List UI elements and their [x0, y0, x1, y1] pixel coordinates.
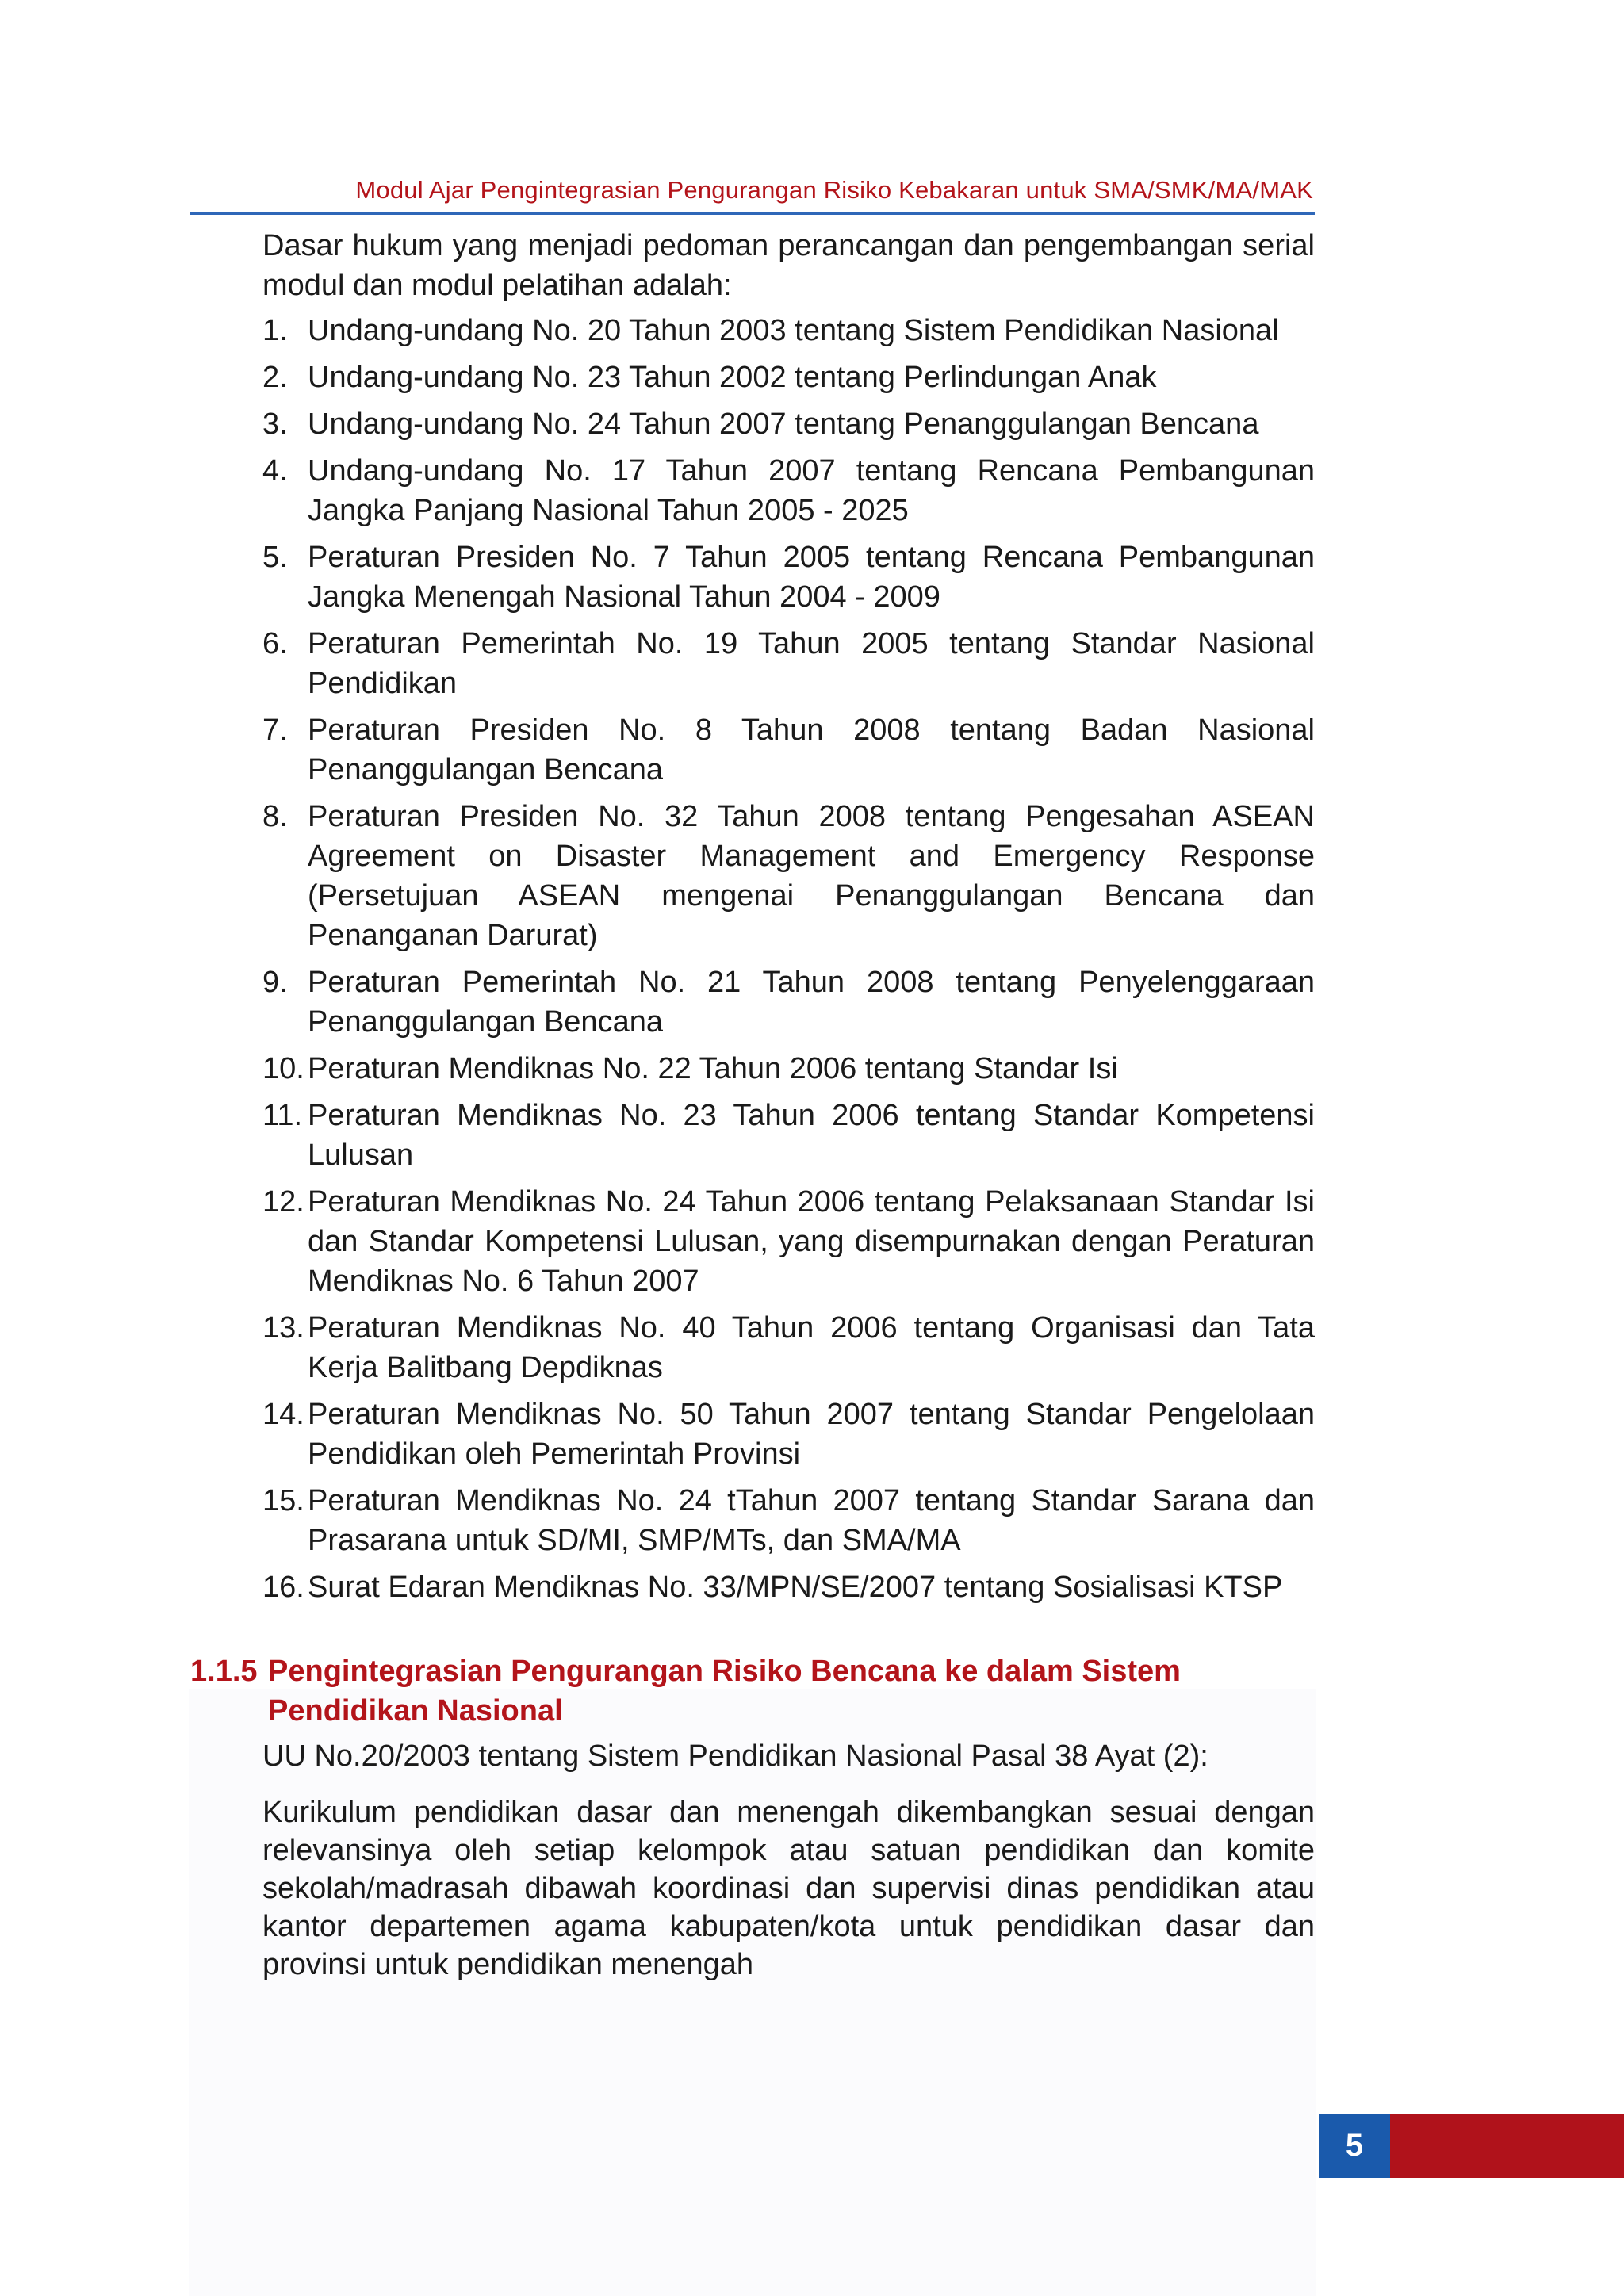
- list-item-text: Peraturan Pemerintah No. 21 Tahun 2008 tentang Penyelenggaraan Penanggulangan Bencana: [308, 966, 1315, 1039]
- legal-basis-list: [262, 311, 1315, 1614]
- list-item-number: 2.: [262, 361, 288, 394]
- list-item-number: 15.: [262, 1484, 304, 1517]
- list-item-text: Undang-undang No. 17 Tahun 2007 tentang Rencana Pembangunan Jangka Panjang Nasional Tahun 2005 - 2025: [308, 454, 1315, 527]
- list-item: [262, 358, 1315, 397]
- list-item-text: Peraturan Pemerintah No. 19 Tahun 2005 tentang Standar Nasional Pendidikan: [308, 627, 1315, 700]
- list-item: [262, 1308, 1315, 1387]
- list-item-text: Peraturan Mendiknas No. 22 Tahun 2006 tentang Standar Isi: [308, 1052, 1118, 1085]
- list-item-number: 8.: [262, 800, 288, 833]
- list-item-number: 16.: [262, 1571, 304, 1604]
- list-item-text: Undang-undang No. 24 Tahun 2007 tentang Penanggulangan Bencana: [308, 408, 1259, 441]
- list-item-number: 6.: [262, 627, 288, 660]
- list-item-number: 9.: [262, 966, 288, 999]
- list-item: [262, 1395, 1315, 1474]
- list-item-number: 13.: [262, 1311, 304, 1345]
- list-item-text: Peraturan Presiden No. 8 Tahun 2008 tentang Badan Nasional Penanggulangan Bencana: [308, 714, 1315, 786]
- list-item: [262, 962, 1315, 1042]
- list-item: [262, 710, 1315, 790]
- list-item: [262, 404, 1315, 444]
- list-item-number: 4.: [262, 454, 288, 488]
- section-title-line2: Pendidikan Nasional: [268, 1694, 563, 1728]
- intro-paragraph: Dasar hukum yang menjadi pedoman perancangan dan pengembangan serial modul dan modul pelatihan adalah:: [262, 229, 1315, 302]
- list-item-text: Surat Edaran Mendiknas No. 33/MPN/SE/2007 tentang Sosialisasi KTSP: [308, 1571, 1283, 1604]
- list-item: [262, 797, 1315, 955]
- section-heading: [190, 1651, 1205, 1731]
- list-item: [262, 538, 1315, 617]
- list-item-text: Peraturan Mendiknas No. 50 Tahun 2007 tentang Standar Pengelolaan Pendidikan oleh Pemerintah Provinsi: [308, 1398, 1315, 1471]
- list-item-text: Undang-undang No. 20 Tahun 2003 tentang Sistem Pendidikan Nasional: [308, 314, 1279, 347]
- section-number: 1.1.5: [190, 1655, 258, 1688]
- page-number: 5: [1319, 2114, 1390, 2178]
- list-item-number: 3.: [262, 408, 288, 441]
- list-item-number: 11.: [262, 1099, 303, 1132]
- list-item: [262, 1096, 1315, 1175]
- page-footer-bar: [1390, 2114, 1624, 2178]
- list-item-text: Peraturan Presiden No. 7 Tahun 2005 tentang Rencana Pembangunan Jangka Menengah Nasional Tahun 2004 - 2009: [308, 541, 1315, 614]
- content-background: [189, 1689, 1316, 2296]
- header-divider: [190, 212, 1315, 215]
- list-item: [262, 311, 1315, 350]
- list-item-text: Peraturan Mendiknas No. 40 Tahun 2006 tentang Organisasi dan Tata Kerja Balitbang Depdiknas: [308, 1311, 1315, 1384]
- list-item-number: 12.: [262, 1185, 304, 1219]
- list-item-number: 14.: [262, 1398, 304, 1431]
- list-item: [262, 1567, 1315, 1607]
- section-title-line1: Pengintegrasian Pengurangan Risiko Bencana ke dalam Sistem: [268, 1655, 1181, 1688]
- list-item-text: Peraturan Mendiknas No. 24 tTahun 2007 tentang Standar Sarana dan Prasarana untuk SD/MI, SMP/MTs, dan SMA/MA: [308, 1484, 1315, 1557]
- list-item-number: 5.: [262, 541, 288, 574]
- law-reference: UU No.20/2003 tentang Sistem Pendidikan Nasional Pasal 38 Ayat (2):: [262, 1739, 1208, 1773]
- list-item-number: 10.: [262, 1052, 304, 1085]
- running-header: Modul Ajar Pengintegrasian Pengurangan Risiko Kebakaran untuk SMA/SMK/MA/MAK: [355, 176, 1313, 204]
- list-item: [262, 1481, 1315, 1560]
- list-item: [262, 624, 1315, 703]
- list-item-number: 1.: [262, 314, 288, 347]
- list-item-text: Peraturan Mendiknas No. 23 Tahun 2006 tentang Standar Kompetensi Lulusan: [308, 1099, 1315, 1172]
- list-item-text: Peraturan Mendiknas No. 24 Tahun 2006 tentang Pelaksanaan Standar Isi dan Standar Kompetensi Lulusan, yang disempurnakan dengan Peraturan Mendiknas No. 6 Tahun 2007: [308, 1185, 1315, 1298]
- list-item: [262, 1049, 1315, 1089]
- list-item-number: 7.: [262, 714, 288, 747]
- list-item-text: Peraturan Presiden No. 32 Tahun 2008 tentang Pengesahan ASEAN Agreement on Disaster Management and Emergency Response (Persetujuan ASEAN mengenai Penanggulangan Bencana dan Penanganan Darurat): [308, 800, 1315, 952]
- quoted-article-text: Kurikulum pendidikan dasar dan menengah dikembangkan sesuai dengan relevansinya oleh setiap kelompok atau satuan pendidikan dan komite sekolah/madrasah dibawah koordinasi dan supervisi dinas pendidikan atau kantor departemen agama kabupaten/kota untuk pendidikan dasar dan provinsi untuk pendidikan menengah: [262, 1796, 1315, 1981]
- list-item: [262, 1182, 1315, 1301]
- list-item: [262, 451, 1315, 530]
- list-item-text: Undang-undang No. 23 Tahun 2002 tentang Perlindungan Anak: [308, 361, 1157, 394]
